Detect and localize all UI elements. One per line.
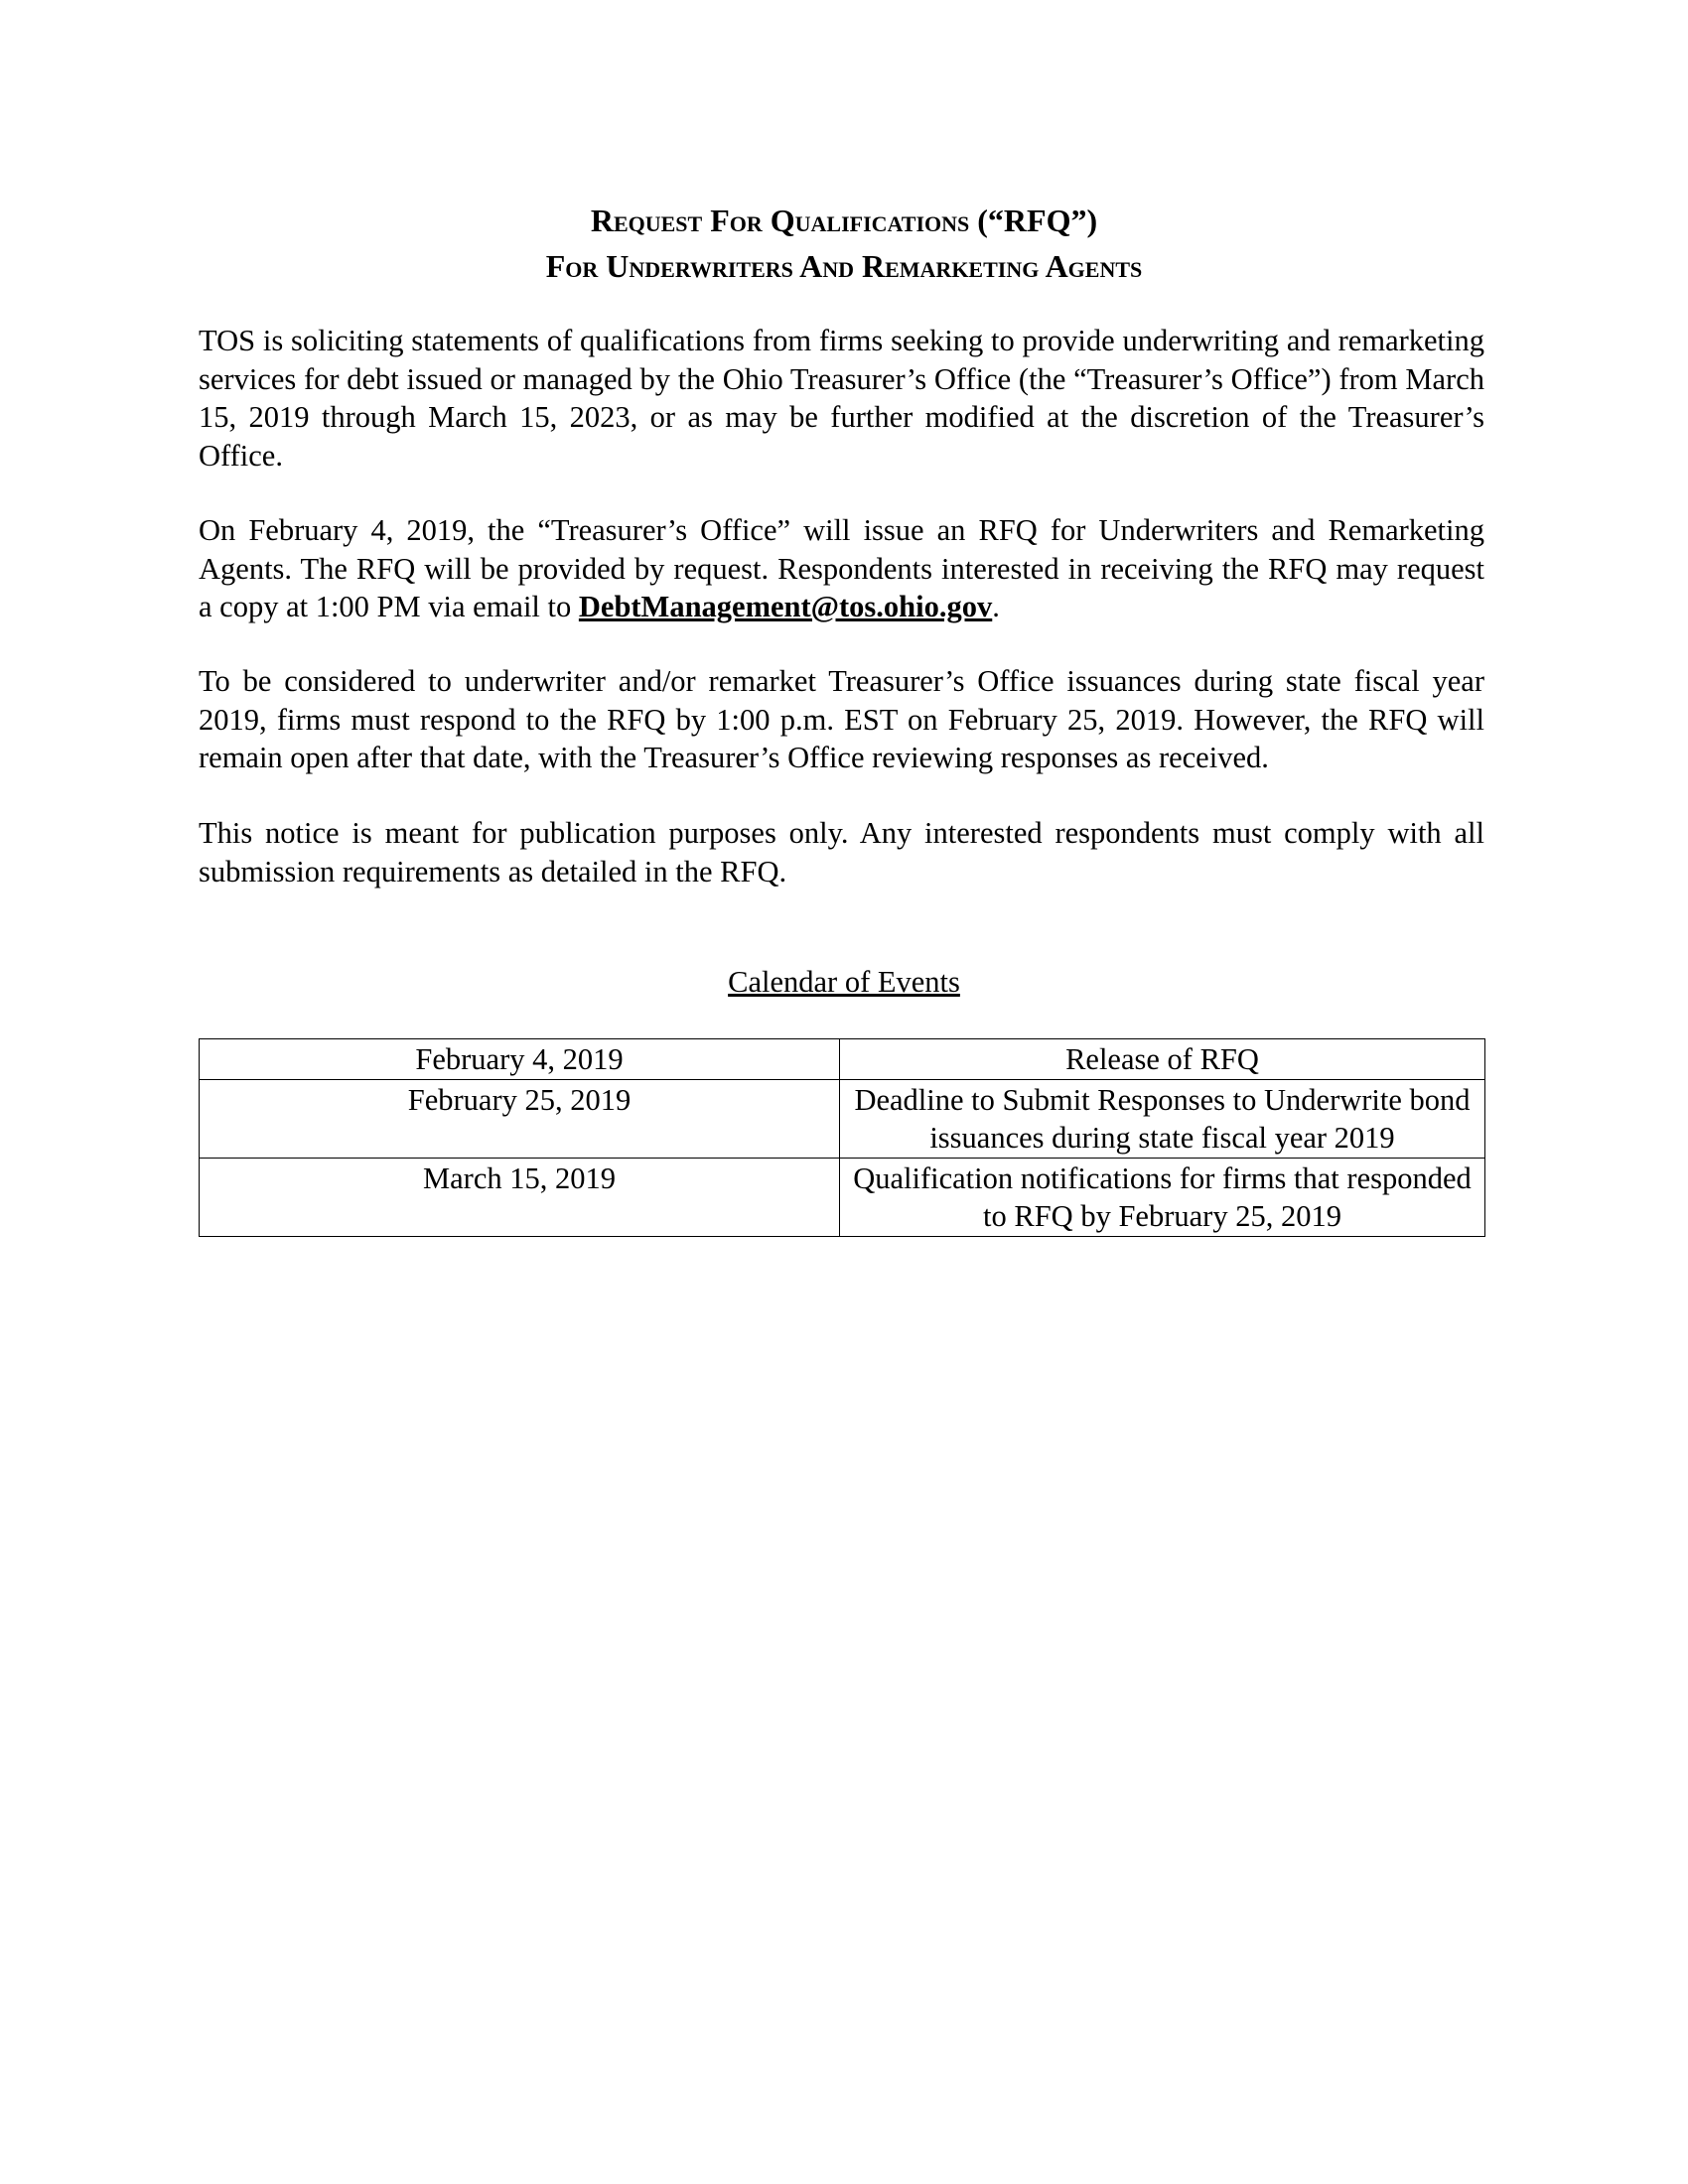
table-row	[200, 1159, 1485, 1237]
calendar-event: Release of RFQ	[840, 1039, 1485, 1080]
email-link[interactable]: DebtManagement@tos.ohio.gov	[578, 590, 993, 623]
document-title-line-1: Request For Qualifications (“RFQ”)	[590, 203, 1098, 238]
calendar-date: February 4, 2019	[200, 1039, 840, 1080]
table-row	[200, 1039, 1485, 1080]
intro-paragraph: TOS is soliciting statements of qualifications from firms seeking to provide underwriting and remarketing services for debt issued or managed by the Ohio Treasurer’s Office (the “Treasurer’s Office”) from March 15, 2019 through March 15, 2023, or as may be further modified at the discretion of the Treasurer’s Office.	[199, 324, 1484, 473]
deadline-paragraph: To be considered to underwriter and/or remarket Treasurer’s Office issuances during state fiscal year 2019, firms must respond to the RFQ by 1:00 p.m. EST on February 25, 2019. However, the RFQ will remain open after that date, with the Treasurer’s Office reviewing responses as received.	[199, 664, 1484, 774]
issue-paragraph-end: .	[992, 590, 1000, 623]
calendar-event: Deadline to Submit Responses to Underwrite bond issuances during state fiscal year 2019	[840, 1080, 1485, 1159]
issue-paragraph	[199, 511, 1484, 626]
calendar-date: March 15, 2019	[200, 1159, 840, 1237]
calendar-heading: Calendar of Events	[728, 965, 960, 999]
calendar-event: Qualification notifications for firms that responded to RFQ by February 25, 2019	[840, 1159, 1485, 1237]
notice-paragraph: This notice is meant for publication purposes only. Any interested respondents must comply with all submission requirements as detailed in the RFQ.	[199, 816, 1484, 888]
calendar-date: February 25, 2019	[200, 1080, 840, 1159]
issue-paragraph-text: On February 4, 2019, the “Treasurer’s Office” will issue an RFQ for Underwriters and Remarketing Agents. The RFQ will be provided by request. Respondents interested in receiving the RFQ may request a copy at 1:00 PM via email to	[199, 513, 1484, 623]
table-row	[200, 1080, 1485, 1159]
document-title-line-2: For Underwriters And Remarketing Agents	[545, 248, 1143, 284]
calendar-table	[199, 1038, 1485, 1237]
